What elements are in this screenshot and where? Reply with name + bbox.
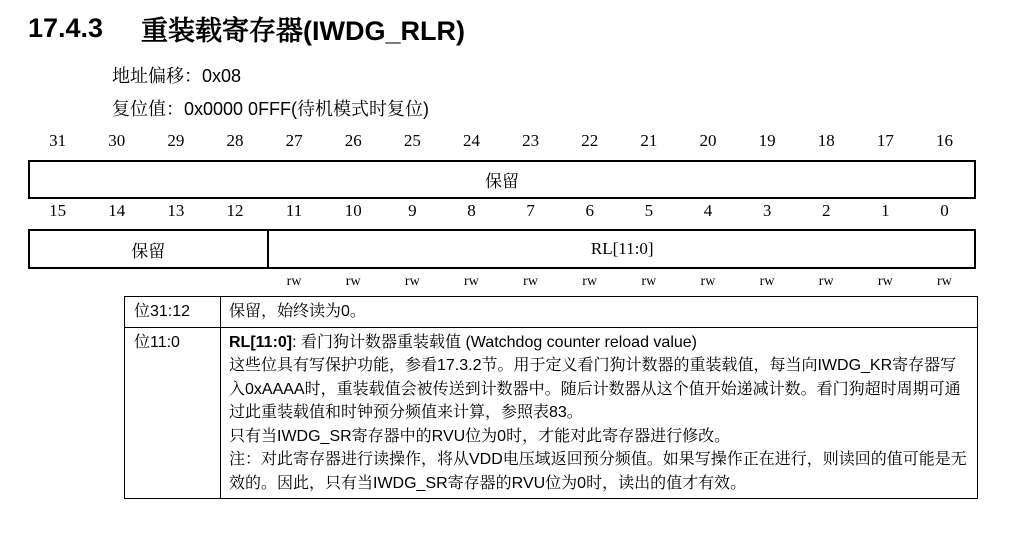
bit-number: 17 <box>876 131 894 150</box>
access-type: rw <box>700 274 716 289</box>
bit-number: 20 <box>699 131 717 150</box>
bit-number: 14 <box>108 201 126 220</box>
description-cell <box>221 327 978 499</box>
bit-numbers-low <box>28 200 974 222</box>
register-low-half <box>28 229 976 269</box>
bit-number: 9 <box>408 201 417 220</box>
bit-number: 5 <box>644 201 654 220</box>
description-text: 这些位具有写保护功能，参看17.3.2节。用于定义看门狗计数器的重装载值，每当向IWDG_KR寄存器写入0xAAAA时，重装载值会被传送到计数器中。随后计数器从这个值开始递减计数。看门狗超时周期可通过此重装载值和时钟预分频值来计算，参照表83。 <box>229 357 961 421</box>
access-type: rw <box>582 274 598 289</box>
access-type: rw <box>523 274 538 289</box>
bit-number: 7 <box>526 201 535 220</box>
bit-range-cell: 位11:0 <box>125 327 221 499</box>
bit-number: 13 <box>167 201 185 220</box>
description-text: 保留，始终读为0。 <box>229 303 366 320</box>
bit-number: 19 <box>758 131 776 150</box>
field-title: : 看门狗计数器重装载值 (Watchdog counter reload value) <box>292 333 697 351</box>
register-high-half <box>28 160 976 199</box>
field-header <box>229 331 969 355</box>
bit-number: 10 <box>344 201 362 220</box>
description-text: 只有当IWDG_SR寄存器中的RVU位为0时，才能对此寄存器进行修改。 <box>229 427 731 445</box>
bit-number: 30 <box>108 131 126 150</box>
bit-number: 16 <box>935 131 953 150</box>
access-type: rw <box>345 274 361 289</box>
bit-number: 8 <box>467 201 476 220</box>
field-name: RL[11:0] <box>229 333 293 351</box>
reset-value: 复位值：0x0000 0FFF(待机模式时复位) <box>112 99 430 119</box>
access-type: rw <box>641 274 657 289</box>
access-type: rw <box>818 274 834 289</box>
bit-number: 12 <box>226 201 244 220</box>
bit-number: 18 <box>817 131 835 150</box>
bit-number: 24 <box>462 131 480 150</box>
description-cell <box>221 297 978 328</box>
table-row <box>125 327 978 499</box>
bit-number: 2 <box>821 201 831 220</box>
bit-number: 6 <box>585 201 594 220</box>
bit-number: 25 <box>403 131 421 150</box>
address-offset: 地址偏移：0x08 <box>112 66 242 86</box>
bit-range-cell: 位31:12 <box>125 297 221 328</box>
bit-number: 1 <box>881 201 890 220</box>
bit-number: 29 <box>167 131 185 150</box>
bit-number: 4 <box>703 201 713 220</box>
description-text: 注：对此寄存器进行读操作，将从VDD电压域返回预分频值。如果写操作正在进行，则读回的值可能是无效的。因此，只有当IWDG_SR寄存器的RVU位为0时，读出的值才有效。 <box>229 451 967 492</box>
bit-number: 31 <box>49 131 67 150</box>
access-type: rw <box>404 274 420 289</box>
access-type: rw <box>937 274 952 289</box>
register-field: 保留 <box>485 172 519 191</box>
bit-number: 0 <box>940 201 949 220</box>
bit-number: 23 <box>522 131 540 150</box>
bit-number: 28 <box>226 131 244 150</box>
register-field: 保留 <box>30 231 269 267</box>
bit-number: 27 <box>285 131 303 150</box>
access-type: rw <box>877 274 893 289</box>
section-title: 重装载寄存器(IWDG_RLR) <box>141 15 465 46</box>
bit-numbers-high <box>28 130 974 152</box>
bit-number: 11 <box>285 201 303 220</box>
access-type: rw <box>464 274 479 289</box>
section-number: 17.4.3 <box>28 12 104 43</box>
bit-number: 3 <box>762 201 772 220</box>
access-type: rw <box>286 274 302 289</box>
access-type: rw <box>759 274 775 289</box>
bit-number: 15 <box>49 201 67 220</box>
bit-description-table <box>124 296 978 499</box>
section-heading <box>28 8 465 48</box>
bit-number: 22 <box>581 131 599 150</box>
table-row <box>125 297 978 328</box>
bit-number: 26 <box>344 131 362 150</box>
access-type-row <box>28 272 974 294</box>
bit-number: 21 <box>640 131 658 150</box>
register-field: RL[11:0] <box>590 239 654 258</box>
